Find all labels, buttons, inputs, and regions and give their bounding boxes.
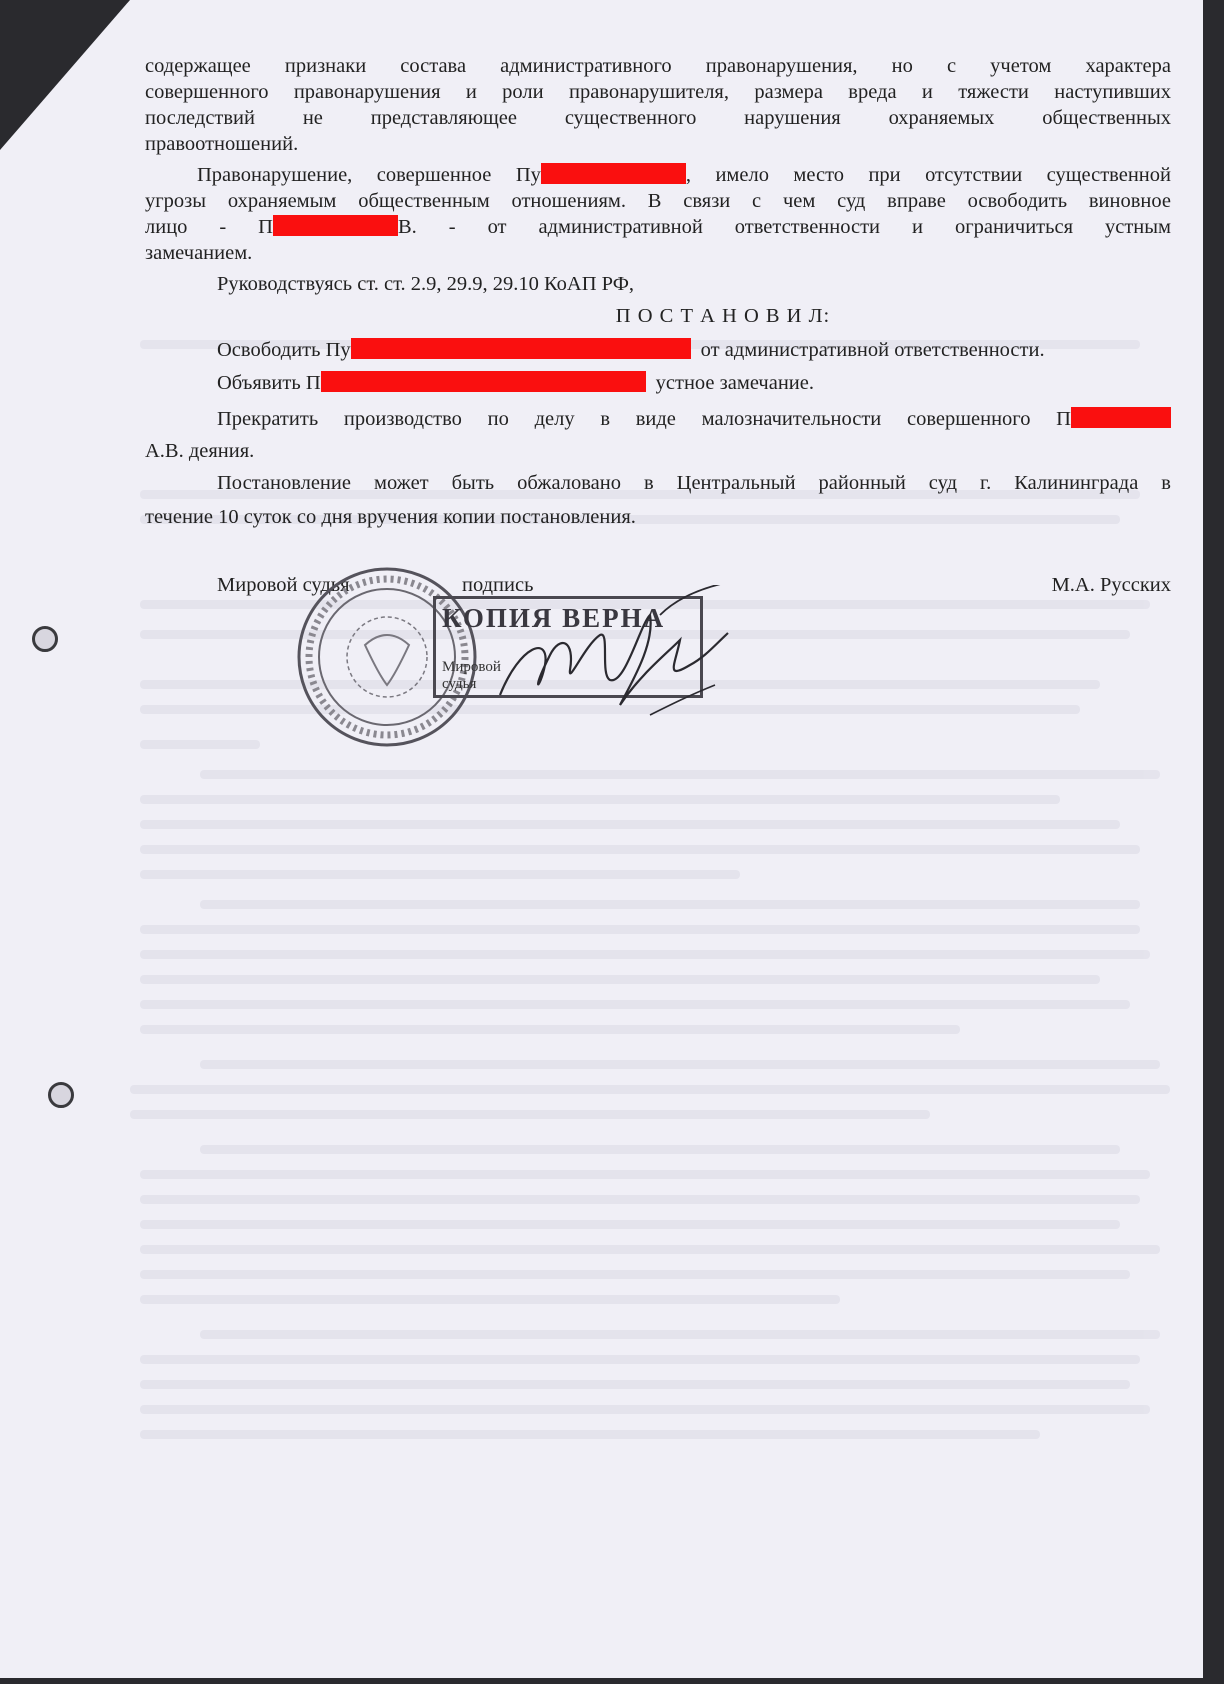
punch-hole-top xyxy=(32,626,58,652)
page-corner-fold xyxy=(0,0,130,150)
paragraph-5-text-a: Объявить П xyxy=(217,372,321,394)
paragraph-3: Руководствуясь ст. ст. 2.9, 29.9, 29.10 КоАП РФ, xyxy=(217,273,635,295)
paragraph-4-text-b: от административной ответственности. xyxy=(700,339,1045,361)
paragraph-1-line-3: последствий не представляющее существенного нарушения охраняемых общественных xyxy=(145,107,1171,129)
paragraph-4-text-a: Освободить Пу xyxy=(217,339,351,361)
paragraph-2-text-d: В. - от административной ответственности и ограничиться устным xyxy=(398,216,1171,238)
paragraph-2-text-a: Правонарушение, совершенное Пу xyxy=(197,164,541,186)
paragraph-7 xyxy=(145,470,1171,530)
paragraph-6 xyxy=(145,406,1171,464)
paragraph-5-text-b: устное замечание. xyxy=(655,372,814,394)
paragraph-6-line-2: А.В. деяния. xyxy=(145,440,255,462)
stamp-title: КОПИЯ ВЕРНА xyxy=(442,603,666,633)
resolution-heading: П О С Т А Н О В И Л: xyxy=(615,305,831,327)
paragraph-2 xyxy=(145,162,1171,266)
judge-name: М.А. Русских xyxy=(1051,574,1171,596)
paragraph-2-line-2: угрозы охраняемым общественным отношениям. В связи с чем суд вправе освободить виновное xyxy=(145,190,1171,212)
paragraph-1-line-4: правоотношений. xyxy=(145,133,299,155)
paragraph-2-text-b: , имело место при отсутствии существенной xyxy=(685,164,1171,186)
judge-role: Мировой судья xyxy=(217,574,350,596)
redaction-name-1 xyxy=(541,163,686,184)
paragraph-1-line-1: содержащее признаки состава административного правонарушения, но с учетом характера xyxy=(145,55,1171,77)
paragraph-5 xyxy=(145,370,1171,396)
paragraph-4 xyxy=(145,337,1171,363)
redaction-name-5 xyxy=(1071,407,1171,428)
paragraph-2-text-c: лицо - П xyxy=(145,216,273,238)
paragraph-6-text-a: Прекратить производство по делу в виде малозначительности совершенного П xyxy=(217,408,1071,430)
stamp-line-2: судья xyxy=(442,676,477,692)
paragraph-2-line-4: замечанием. xyxy=(145,242,253,264)
handwritten-signature xyxy=(490,585,750,745)
punch-hole-bottom xyxy=(48,1082,74,1108)
paragraph-1 xyxy=(145,53,1171,157)
redaction-name-2 xyxy=(273,215,398,236)
redaction-name-4 xyxy=(321,371,646,392)
stamp-line-1: Мировой xyxy=(442,659,501,675)
paragraph-7-line-2: течение 10 суток со дня вручения копии постановления. xyxy=(145,506,636,528)
paragraph-7-line-1: Постановление может быть обжаловано в Центральный районный суд г. Калининграда в xyxy=(217,472,1171,494)
redaction-name-3 xyxy=(351,338,691,359)
paragraph-1-line-2: совершенного правонарушения и роли правонарушителя, размера вреда и тяжести наступивших xyxy=(145,81,1171,103)
signature-label: подпись xyxy=(462,574,534,596)
